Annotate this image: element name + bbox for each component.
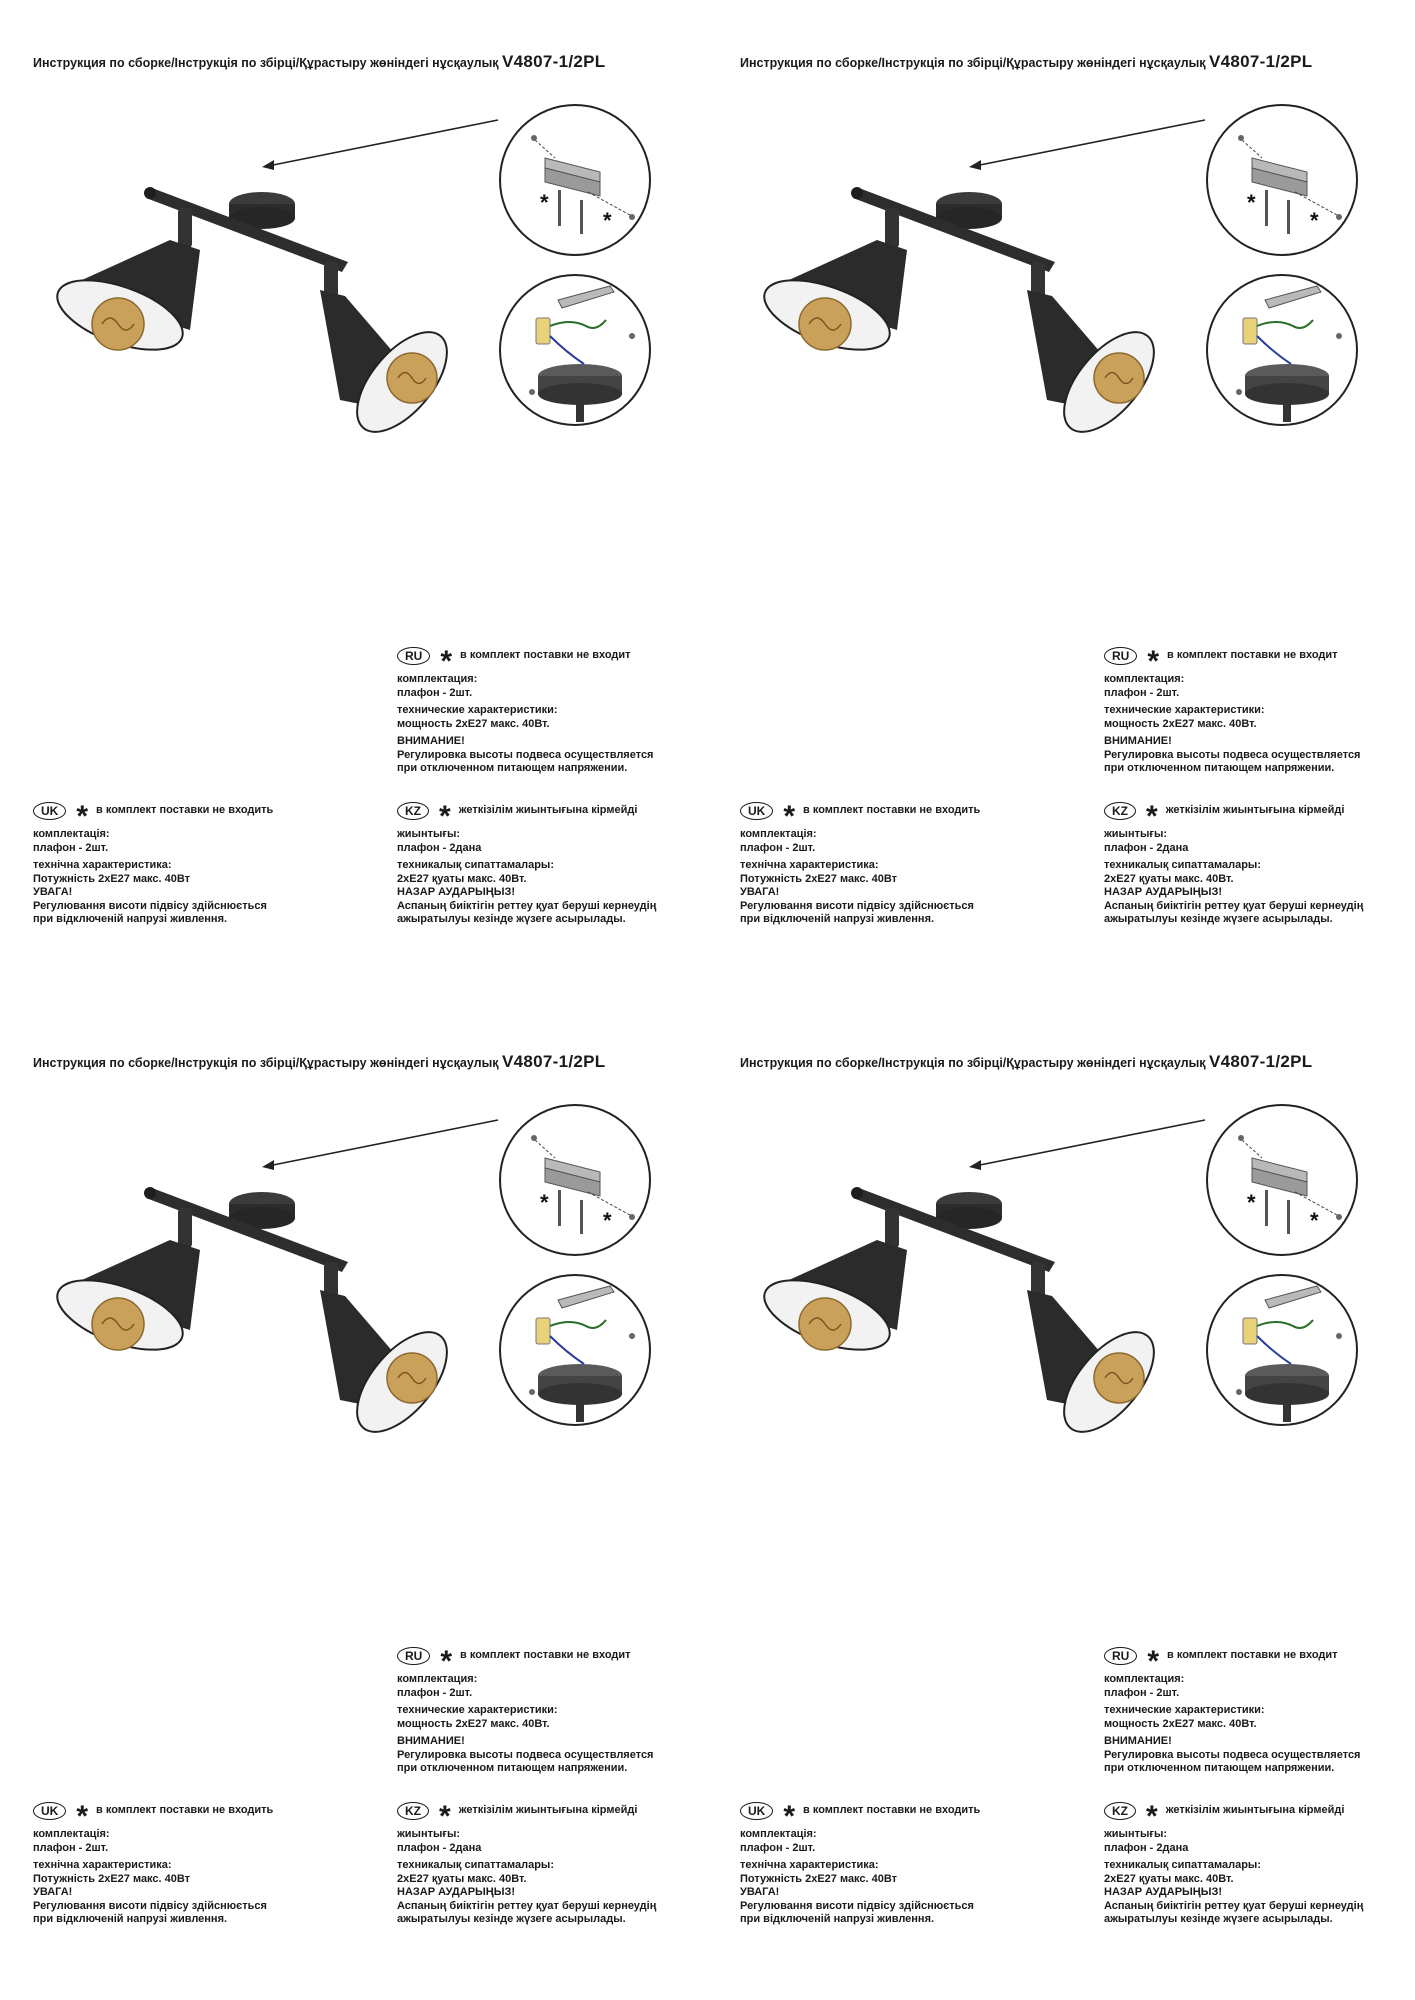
- uk-warning-label: УВАГА!: [33, 886, 73, 898]
- kz-set-value: плафон - 2дана: [397, 841, 482, 854]
- uk-spec-label: технічна характеристика:: [740, 1859, 879, 1871]
- kz-spec-label: техникалық сипаттамалары:: [1104, 1859, 1261, 1871]
- kz-not-included-note: жеткізілім жиынтығына кірмейді: [1165, 804, 1345, 817]
- detail-bracket-circle: [1207, 1105, 1357, 1255]
- uk-warning-text-2: при відключеній напрузі живлення.: [740, 913, 935, 925]
- ru-set-value: плафон - 2шт.: [1104, 686, 1180, 699]
- uk-warning-text-2: при відключеній напрузі живлення.: [740, 1913, 935, 1925]
- star-icon: *: [540, 190, 549, 215]
- instruction-panel: [0, 1000, 707, 2000]
- uk-section: [33, 1800, 333, 1927]
- kz-set-label: жиынтығы:: [397, 828, 461, 840]
- kz-not-included-note: жеткізілім жиынтығына кірмейді: [458, 1804, 638, 1817]
- pointer-arrow: [969, 1120, 1205, 1170]
- ru-not-included-note: в комплект поставки не входит: [1167, 649, 1338, 662]
- kz-warning-text-2: ажыратылуы кезінде жүзеге асырылады.: [1104, 1913, 1333, 1925]
- model-number: V4807-1/2PL: [502, 52, 606, 71]
- ru-spec-label: технические характеристики:: [1104, 704, 1265, 716]
- model-number: V4807-1/2PL: [1209, 1052, 1313, 1071]
- uk-set-label: комплектація:: [33, 828, 110, 840]
- ru-warning-label: ВНИМАНИЕ!: [1104, 1735, 1172, 1747]
- instruction-panel: [707, 1000, 1414, 2000]
- kz-warning-text-2: ажыратылуы кезінде жүзеге асырылады.: [397, 913, 626, 925]
- star-icon: *: [1247, 1190, 1256, 1215]
- detail-wiring-circle: [500, 1275, 650, 1425]
- kz-badge: KZ: [1104, 802, 1136, 820]
- pointer-arrow: [969, 120, 1205, 170]
- detail-wiring-circle: [500, 275, 650, 425]
- uk-warning-text-2: при відключеній напрузі живлення.: [33, 913, 228, 925]
- ru-badge: RU: [1104, 647, 1137, 665]
- star-icon: *: [440, 1645, 453, 1678]
- kz-not-included-note: жеткізілім жиынтығына кірмейді: [1165, 1804, 1345, 1817]
- kz-section: [1104, 1800, 1404, 1927]
- ru-spec-label: технические характеристики:: [397, 704, 558, 716]
- uk-set-value: плафон - 2шт.: [33, 841, 109, 854]
- spotlight-fixture: [755, 1187, 1170, 1440]
- uk-set-label: комплектація:: [33, 1828, 110, 1840]
- assembly-illustration: [40, 100, 670, 440]
- kz-spec-label: техникалық сипаттамалары:: [397, 1859, 554, 1871]
- ru-spec-value: мощность 2хЕ27 макс. 40Вт.: [397, 717, 550, 730]
- kz-section: [397, 800, 697, 927]
- star-icon: *: [76, 1800, 89, 1833]
- ru-warning-text-2: при отключенном питающем напряжении.: [1104, 1762, 1335, 1774]
- uk-warning-text-1: Регулювання висоти підвісу здійснюється: [33, 899, 267, 912]
- ru-set-value: плафон - 2шт.: [1104, 1686, 1180, 1699]
- ru-set-label: комплектация:: [1104, 1673, 1185, 1685]
- ru-set-value: плафон - 2шт.: [397, 1686, 473, 1699]
- kz-set-value: плафон - 2дана: [1104, 841, 1189, 854]
- page-title: [740, 52, 1390, 72]
- star-icon: *: [1146, 800, 1158, 833]
- ru-spec-label: технические характеристики:: [397, 1704, 558, 1716]
- ru-not-included-note: в комплект поставки не входит: [460, 649, 631, 662]
- uk-not-included-note: в комплект поставки не входить: [803, 804, 981, 817]
- kz-warning-label: НАЗАР АУДАРЫҢЫЗ!: [1104, 1886, 1223, 1898]
- page-title: [33, 52, 683, 72]
- kz-spec-value: 2хЕ27 қуаты макс. 40Вт.: [397, 872, 527, 885]
- ru-warning-text-1: Регулировка высоты подвеса осуществляется: [397, 748, 654, 761]
- uk-badge: UK: [33, 802, 66, 820]
- uk-badge: UK: [740, 802, 773, 820]
- uk-section: [33, 800, 333, 927]
- ru-section: [1104, 645, 1404, 776]
- uk-spec-value: Потужність 2хЕ27 макс. 40Вт: [33, 1872, 191, 1885]
- pointer-arrow: [262, 120, 498, 170]
- ru-spec-value: мощность 2хЕ27 макс. 40Вт.: [1104, 1717, 1257, 1730]
- kz-set-label: жиынтығы:: [397, 1828, 461, 1840]
- ru-warning-text-2: при отключенном питающем напряжении.: [397, 762, 628, 774]
- uk-spec-label: технічна характеристика:: [33, 1859, 172, 1871]
- instruction-panel: [707, 0, 1414, 1000]
- uk-not-included-note: в комплект поставки не входить: [96, 804, 274, 817]
- star-icon: *: [540, 1190, 549, 1215]
- uk-warning-text-2: при відключеній напрузі живлення.: [33, 1913, 228, 1925]
- ru-warning-label: ВНИМАНИЕ!: [397, 1735, 465, 1747]
- kz-set-value: плафон - 2дана: [1104, 1841, 1189, 1854]
- kz-warning-text-1: Аспаның биіктігін реттеу қуат беруші кернеудің: [397, 899, 657, 912]
- ru-set-label: комплектация:: [397, 1673, 478, 1685]
- title-text: Инструкция по сборке/Інструкція по збірці/Құрастыру жөніндегі нұсқаулық: [740, 56, 1206, 70]
- star-icon: *: [603, 208, 612, 233]
- kz-warning-text-1: Аспаның биіктігін реттеу қуат беруші кернеудің: [1104, 1899, 1364, 1912]
- ru-section: [397, 1645, 697, 1776]
- detail-bracket-circle: [1207, 105, 1357, 255]
- star-icon: *: [1146, 1800, 1158, 1833]
- ru-set-label: комплектация:: [397, 673, 478, 685]
- uk-spec-label: технічна характеристика:: [33, 859, 172, 871]
- uk-warning-text-1: Регулювання висоти підвісу здійснюється: [33, 1899, 267, 1912]
- title-text: Инструкция по сборке/Інструкція по збірці/Құрастыру жөніндегі нұсқаулық: [33, 56, 499, 70]
- ru-warning-text-2: при отключенном питающем напряжении.: [397, 1762, 628, 1774]
- ru-badge: RU: [397, 1647, 430, 1665]
- ru-warning-text-1: Регулировка высоты подвеса осуществляется: [397, 1748, 654, 1761]
- ru-badge: RU: [397, 647, 430, 665]
- kz-spec-value: 2хЕ27 қуаты макс. 40Вт.: [397, 1872, 527, 1885]
- star-icon: *: [439, 800, 451, 833]
- ru-spec-label: технические характеристики:: [1104, 1704, 1265, 1716]
- ru-not-included-note: в комплект поставки не входит: [460, 1649, 631, 1662]
- ru-set-value: плафон - 2шт.: [397, 686, 473, 699]
- uk-section: [740, 1800, 1040, 1927]
- ru-warning-text-1: Регулировка высоты подвеса осуществляется: [1104, 1748, 1361, 1761]
- star-icon: *: [603, 1208, 612, 1233]
- ru-spec-value: мощность 2хЕ27 макс. 40Вт.: [397, 1717, 550, 1730]
- uk-warning-label: УВАГА!: [33, 1886, 73, 1898]
- uk-set-value: плафон - 2шт.: [740, 841, 816, 854]
- uk-set-label: комплектація:: [740, 1828, 817, 1840]
- star-icon: *: [439, 1800, 451, 1833]
- assembly-illustration: [747, 1100, 1377, 1440]
- uk-spec-value: Потужність 2хЕ27 макс. 40Вт: [740, 1872, 898, 1885]
- star-icon: *: [1310, 1208, 1319, 1233]
- kz-warning-text-2: ажыратылуы кезінде жүзеге асырылады.: [397, 1913, 626, 1925]
- kz-warning-text-2: ажыратылуы кезінде жүзеге асырылады.: [1104, 913, 1333, 925]
- ru-warning-text-1: Регулировка высоты подвеса осуществляется: [1104, 748, 1361, 761]
- detail-wiring-circle: [1207, 275, 1357, 425]
- uk-badge: UK: [33, 1802, 66, 1820]
- uk-spec-label: технічна характеристика:: [740, 859, 879, 871]
- uk-warning-text-1: Регулювання висоти підвісу здійснюється: [740, 1899, 974, 1912]
- uk-not-included-note: в комплект поставки не входить: [96, 1804, 274, 1817]
- ru-set-label: комплектация:: [1104, 673, 1185, 685]
- kz-badge: KZ: [397, 802, 429, 820]
- star-icon: *: [1147, 645, 1160, 678]
- ru-badge: RU: [1104, 1647, 1137, 1665]
- ru-not-included-note: в комплект поставки не входит: [1167, 1649, 1338, 1662]
- spotlight-fixture: [755, 187, 1170, 440]
- kz-spec-value: 2хЕ27 қуаты макс. 40Вт.: [1104, 872, 1234, 885]
- uk-not-included-note: в комплект поставки не входить: [803, 1804, 981, 1817]
- assembly-illustration: [40, 1100, 670, 1440]
- star-icon: *: [783, 800, 796, 833]
- ru-spec-value: мощность 2хЕ27 макс. 40Вт.: [1104, 717, 1257, 730]
- uk-warning-label: УВАГА!: [740, 1886, 780, 1898]
- kz-set-label: жиынтығы:: [1104, 1828, 1168, 1840]
- model-number: V4807-1/2PL: [1209, 52, 1313, 71]
- kz-warning-label: НАЗАР АУДАРЫҢЫЗ!: [397, 1886, 516, 1898]
- ru-section: [1104, 1645, 1404, 1776]
- kz-spec-label: техникалық сипаттамалары:: [1104, 859, 1261, 871]
- ru-warning-label: ВНИМАНИЕ!: [397, 735, 465, 747]
- uk-set-label: комплектація:: [740, 828, 817, 840]
- ru-warning-label: ВНИМАНИЕ!: [1104, 735, 1172, 747]
- kz-not-included-note: жеткізілім жиынтығына кірмейді: [458, 804, 638, 817]
- kz-set-value: плафон - 2дана: [397, 1841, 482, 1854]
- kz-warning-label: НАЗАР АУДАРЫҢЫЗ!: [397, 886, 516, 898]
- kz-badge: KZ: [397, 1802, 429, 1820]
- kz-spec-value: 2хЕ27 қуаты макс. 40Вт.: [1104, 1872, 1234, 1885]
- star-icon: *: [1147, 1645, 1160, 1678]
- page-title: [740, 1052, 1390, 1072]
- instruction-panel: [0, 0, 707, 1000]
- uk-warning-text-1: Регулювання висоти підвісу здійснюється: [740, 899, 974, 912]
- spotlight-fixture: [48, 1187, 463, 1440]
- model-number: V4807-1/2PL: [502, 1052, 606, 1071]
- uk-section: [740, 800, 1040, 927]
- kz-warning-text-1: Аспаның биіктігін реттеу қуат беруші кернеудің: [1104, 899, 1364, 912]
- title-text: Инструкция по сборке/Інструкція по збірці/Құрастыру жөніндегі нұсқаулық: [33, 1056, 499, 1070]
- uk-badge: UK: [740, 1802, 773, 1820]
- star-icon: *: [783, 1800, 796, 1833]
- star-icon: *: [76, 800, 89, 833]
- assembly-illustration: [747, 100, 1377, 440]
- kz-section: [1104, 800, 1404, 927]
- kz-section: [397, 1800, 697, 1927]
- page-title: [33, 1052, 683, 1072]
- uk-set-value: плафон - 2шт.: [740, 1841, 816, 1854]
- detail-bracket-circle: [500, 1105, 650, 1255]
- kz-warning-label: НАЗАР АУДАРЫҢЫЗ!: [1104, 886, 1223, 898]
- ru-section: [397, 645, 697, 776]
- pointer-arrow: [262, 1120, 498, 1170]
- kz-badge: KZ: [1104, 1802, 1136, 1820]
- uk-spec-value: Потужність 2хЕ27 макс. 40Вт: [33, 872, 191, 885]
- detail-bracket-circle: [500, 105, 650, 255]
- uk-set-value: плафон - 2шт.: [33, 1841, 109, 1854]
- star-icon: *: [1310, 208, 1319, 233]
- star-icon: *: [440, 645, 453, 678]
- kz-spec-label: техникалық сипаттамалары:: [397, 859, 554, 871]
- ru-warning-text-2: при отключенном питающем напряжении.: [1104, 762, 1335, 774]
- uk-warning-label: УВАГА!: [740, 886, 780, 898]
- kz-warning-text-1: Аспаның биіктігін реттеу қуат беруші кернеудің: [397, 1899, 657, 1912]
- star-icon: *: [1247, 190, 1256, 215]
- kz-set-label: жиынтығы:: [1104, 828, 1168, 840]
- spotlight-fixture: [48, 187, 463, 440]
- detail-wiring-circle: [1207, 1275, 1357, 1425]
- uk-spec-value: Потужність 2хЕ27 макс. 40Вт: [740, 872, 898, 885]
- title-text: Инструкция по сборке/Інструкція по збірці/Құрастыру жөніндегі нұсқаулық: [740, 1056, 1206, 1070]
